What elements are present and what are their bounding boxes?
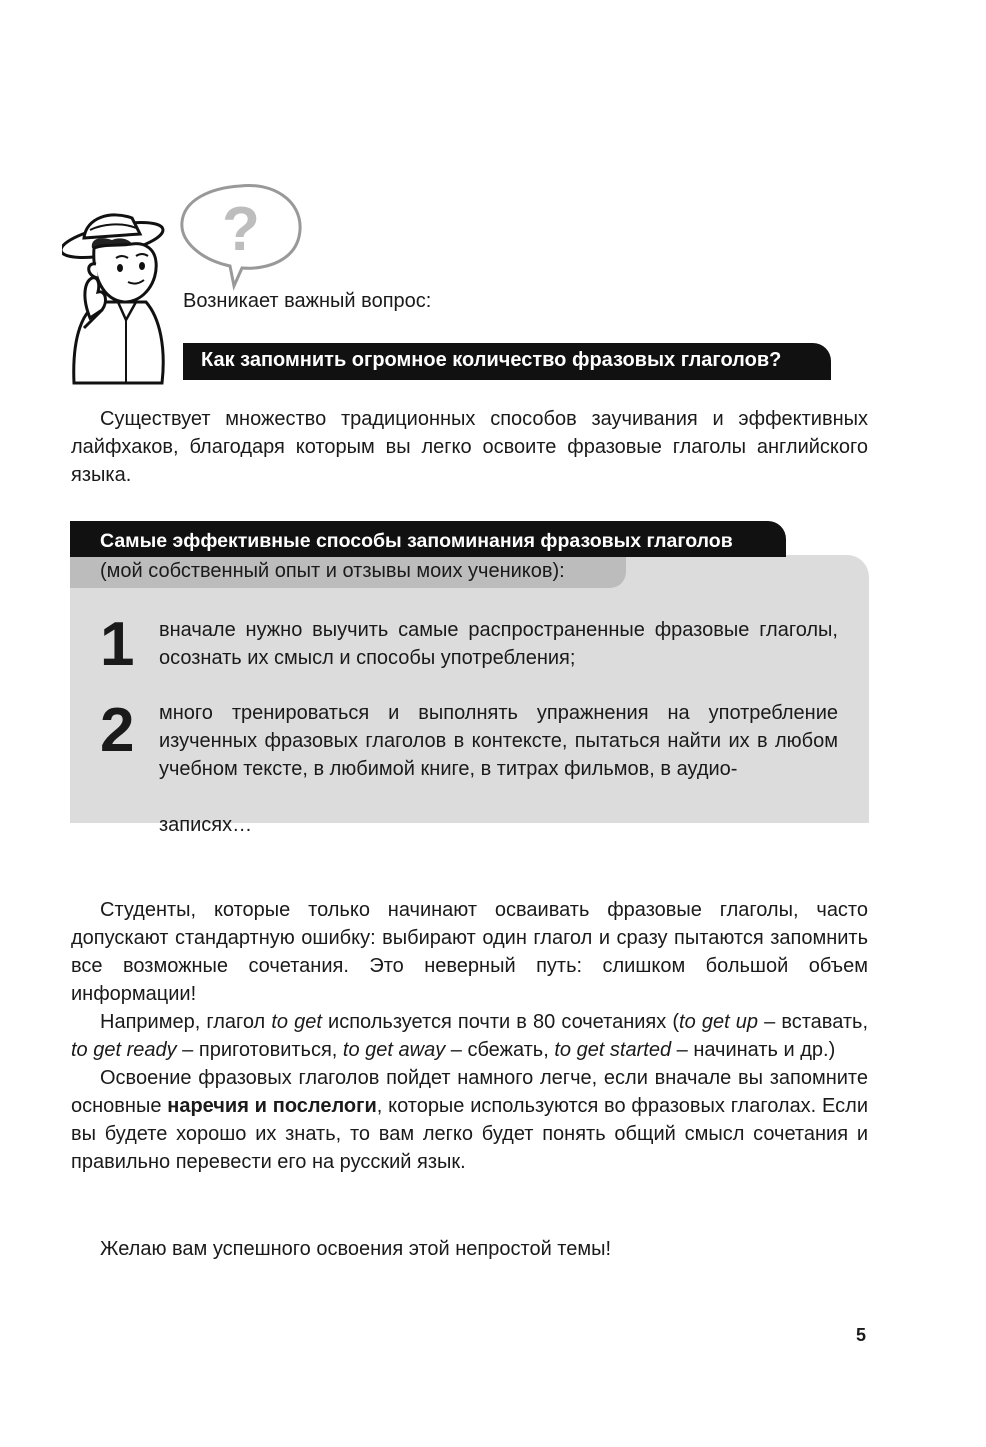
body-text: [71, 896, 868, 1176]
closing-line: [71, 1235, 868, 1263]
list-item-text: много тренироваться и выполнять упражнения на употребление изученных фразовых глаголов в контексте, пытаться найти их в любом учебном тексте, в любимой книге, в титрах фильмов, в аудио-: [159, 702, 838, 780]
intro-lead: Возникает важный вопрос:: [183, 290, 432, 312]
body-paragraph-1: Студенты, которые только начинают осваивать фразовые глаголы, часто допускают стандартную ошибку: выбирают один глагол и сразу пытаются запомнить все возможные сочетания. Это неверный путь: слишком большой объем информации!: [71, 899, 868, 1005]
body-paragraph-3: Освоение фразовых глаголов пойдет намного легче, если вначале вы запомните основные наречия и послелоги, которые используются во фразовых глаголах. Если вы будете хорошо их знать, то вам легко будет понять общий смысл сочетания и правильно перевести его на русский язык.: [71, 1067, 868, 1173]
question-text: Как запомнить огромное количество фразовых глаголов?: [201, 349, 782, 371]
methods-box-title: [70, 521, 786, 557]
svg-text:?: ?: [222, 195, 260, 264]
question-banner: [183, 343, 831, 380]
list-item-text: вначале нужно выучить самые распространенные фразовые глаголы, осознать их смысл и способы употребления;: [159, 619, 838, 669]
methods-title-text: Самые эффективные способы запоминания фразовых глаголов: [100, 530, 733, 552]
page-number: 5: [856, 1325, 867, 1345]
body-paragraph-2: Например, глагол to get используется почти в 80 сочетаниях (to get up – вставать, to get ready – приготовиться, to get away – сбежать, to get started – начинать и др.): [71, 1011, 869, 1061]
item-number: 1: [100, 610, 135, 679]
closing-text: Желаю вам успешного освоения этой непростой темы!: [100, 1238, 612, 1260]
paragraph-text: Существует множество традиционных способов заучивания и эффективных лайфхаков, благодаря которым вы легко освоите фразовые глаголы английского языка.: [71, 408, 868, 486]
methods-subtitle-text: (мой собственный опыт и отзывы моих учеников):: [100, 560, 565, 582]
item-number: 2: [100, 696, 135, 765]
methods-box-subtitle: [70, 557, 626, 588]
list-item-tail: записях…: [159, 814, 253, 836]
intro-paragraph: [71, 405, 868, 489]
